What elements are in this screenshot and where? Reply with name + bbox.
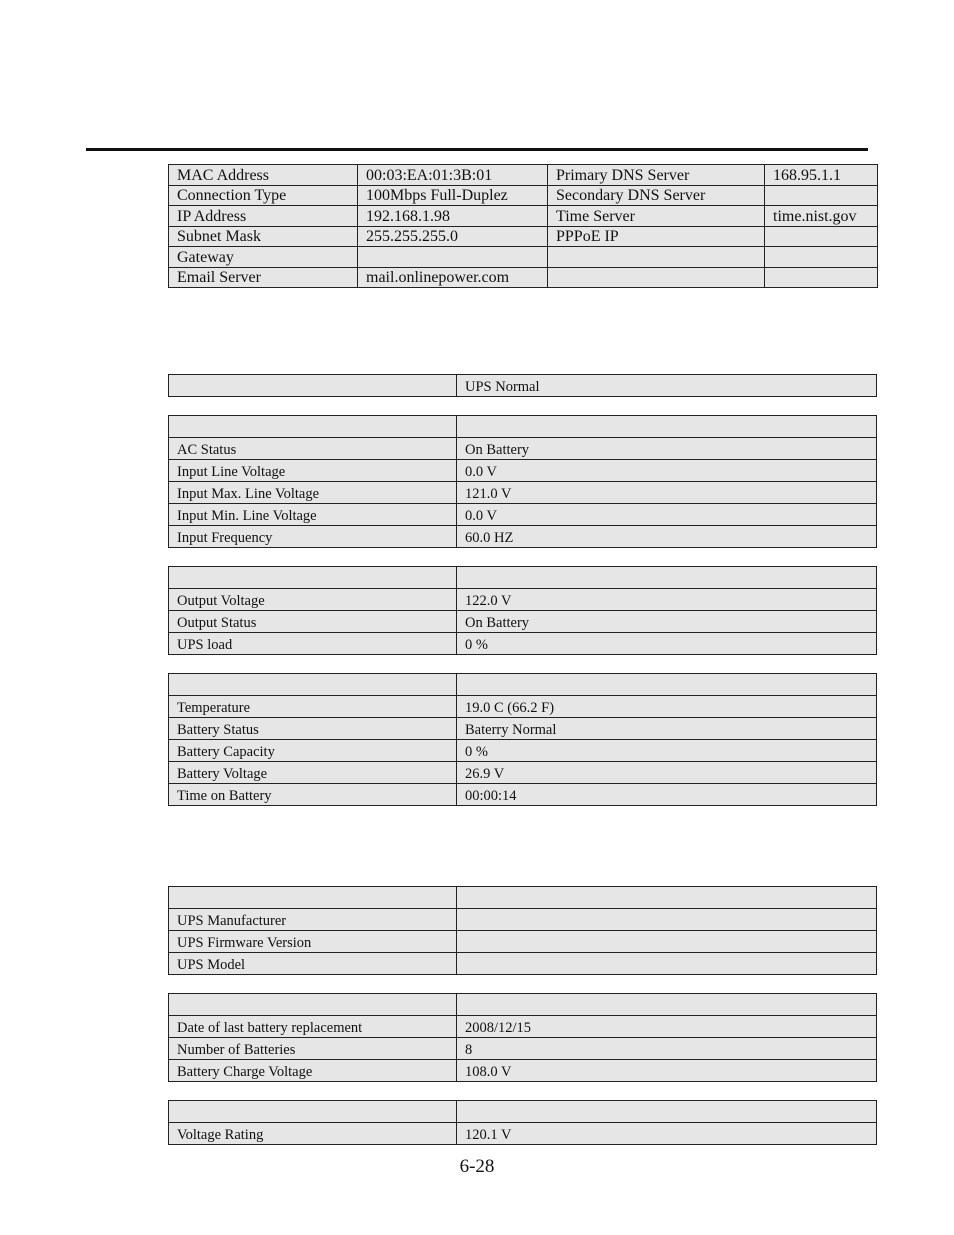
table-row: [169, 165, 878, 186]
table-row: [169, 611, 877, 633]
table-row: [169, 589, 877, 611]
field-label: Input Frequency: [169, 526, 457, 548]
field-label: UPS Firmware Version: [169, 931, 457, 953]
field-value: 60.0 HZ: [457, 526, 877, 548]
field-value: 122.0 V: [457, 589, 877, 611]
table-row: [169, 247, 878, 268]
field-label: Input Max. Line Voltage: [169, 482, 457, 504]
ups-status-summary-table: [168, 374, 877, 397]
field-label: MAC Address: [169, 165, 358, 186]
table-row: [169, 931, 877, 953]
field-value: 2008/12/15: [457, 1016, 877, 1038]
field-value: [457, 1101, 877, 1123]
field-value: 100Mbps Full-Duplez: [358, 185, 548, 206]
field-label: Battery Status: [169, 718, 457, 740]
field-value: [457, 567, 877, 589]
field-value: Primary DNS Server: [548, 165, 765, 186]
field-label: Battery Voltage: [169, 762, 457, 784]
field-value: 0.0 V: [457, 504, 877, 526]
field-value: On Battery: [457, 611, 877, 633]
table-row: [169, 460, 877, 482]
table-row: [169, 185, 878, 206]
field-value: [548, 247, 765, 268]
table-row: [169, 482, 877, 504]
field-label: Time on Battery: [169, 784, 457, 806]
field-value: [457, 416, 877, 438]
field-label: Date of last battery replacement: [169, 1016, 457, 1038]
field-label: UPS load: [169, 633, 457, 655]
table-row: [169, 438, 877, 460]
field-value: [457, 674, 877, 696]
field-value: 26.9 V: [457, 762, 877, 784]
table-row: [169, 567, 877, 589]
table-row: [169, 1060, 877, 1082]
table-row: [169, 887, 877, 909]
table-row: [169, 267, 878, 288]
field-value: 00:00:14: [457, 784, 877, 806]
table-row: [169, 762, 877, 784]
field-value: 19.0 C (66.2 F): [457, 696, 877, 718]
field-value: [457, 887, 877, 909]
ups-identity-table: [168, 886, 877, 975]
field-value: [765, 226, 878, 247]
field-label: Battery Charge Voltage: [169, 1060, 457, 1082]
field-value: 00:03:EA:01:3B:01: [358, 165, 548, 186]
table-row: [169, 416, 877, 438]
field-label: Voltage Rating: [169, 1123, 457, 1145]
field-value: Baterry Normal: [457, 718, 877, 740]
table-row: [169, 1016, 877, 1038]
table-row: [169, 1101, 877, 1123]
field-value: 168.95.1.1: [765, 165, 878, 186]
table-row: [169, 526, 877, 548]
field-value: [548, 267, 765, 288]
field-label: Subnet Mask: [169, 226, 358, 247]
field-label: [169, 994, 457, 1016]
field-label: [169, 567, 457, 589]
field-value: [765, 267, 878, 288]
network-settings-table: [168, 164, 878, 288]
field-value: UPS Normal: [457, 375, 877, 397]
field-label: UPS Manufacturer: [169, 909, 457, 931]
field-value: time.nist.gov: [765, 206, 878, 227]
field-label: IP Address: [169, 206, 358, 227]
field-value: On Battery: [457, 438, 877, 460]
field-value: 121.0 V: [457, 482, 877, 504]
field-value: Time Server: [548, 206, 765, 227]
field-value: 0.0 V: [457, 460, 877, 482]
field-label: Temperature: [169, 696, 457, 718]
field-value: 108.0 V: [457, 1060, 877, 1082]
field-label: AC Status: [169, 438, 457, 460]
field-value: [765, 185, 878, 206]
rating-table: [168, 1100, 877, 1145]
field-label: Email Server: [169, 267, 358, 288]
field-value: [457, 931, 877, 953]
page-number: 6-28: [459, 1156, 495, 1177]
field-label: Input Min. Line Voltage: [169, 504, 457, 526]
field-value: [457, 909, 877, 931]
field-value: PPPoE IP: [548, 226, 765, 247]
field-label: [169, 887, 457, 909]
field-label: Input Line Voltage: [169, 460, 457, 482]
field-value: 255.255.255.0: [358, 226, 548, 247]
header-rule: [86, 148, 868, 151]
field-label: Output Voltage: [169, 589, 457, 611]
table-row: [169, 953, 877, 975]
field-label: [169, 375, 457, 397]
field-label: Battery Capacity: [169, 740, 457, 762]
table-row: [169, 1123, 877, 1145]
table-row: [169, 375, 877, 397]
input-measurement-table: [168, 415, 877, 548]
table-row: [169, 633, 877, 655]
field-label: Connection Type: [169, 185, 358, 206]
battery-parameters-table: [168, 993, 877, 1082]
table-row: [169, 206, 878, 227]
table-row: [169, 674, 877, 696]
table-row: [169, 718, 877, 740]
field-value: [358, 247, 548, 268]
table-row: [169, 696, 877, 718]
field-label: Output Status: [169, 611, 457, 633]
field-label: Gateway: [169, 247, 358, 268]
field-label: [169, 1101, 457, 1123]
table-row: [169, 1038, 877, 1060]
field-value: 8: [457, 1038, 877, 1060]
table-row: [169, 994, 877, 1016]
field-value: 120.1 V: [457, 1123, 877, 1145]
output-measurement-table: [168, 566, 877, 655]
field-value: 0 %: [457, 633, 877, 655]
table-row: [169, 784, 877, 806]
field-value: 192.168.1.98: [358, 206, 548, 227]
table-row: [169, 226, 878, 247]
field-label: [169, 674, 457, 696]
field-value: [765, 247, 878, 268]
field-value: mail.onlinepower.com: [358, 267, 548, 288]
table-row: [169, 909, 877, 931]
field-value: 0 %: [457, 740, 877, 762]
table-row: [169, 740, 877, 762]
field-label: [169, 416, 457, 438]
field-label: UPS Model: [169, 953, 457, 975]
table-row: [169, 504, 877, 526]
field-label: Number of Batteries: [169, 1038, 457, 1060]
field-value: [457, 953, 877, 975]
field-value: [457, 994, 877, 1016]
field-value: Secondary DNS Server: [548, 185, 765, 206]
battery-measurement-table: [168, 673, 877, 806]
